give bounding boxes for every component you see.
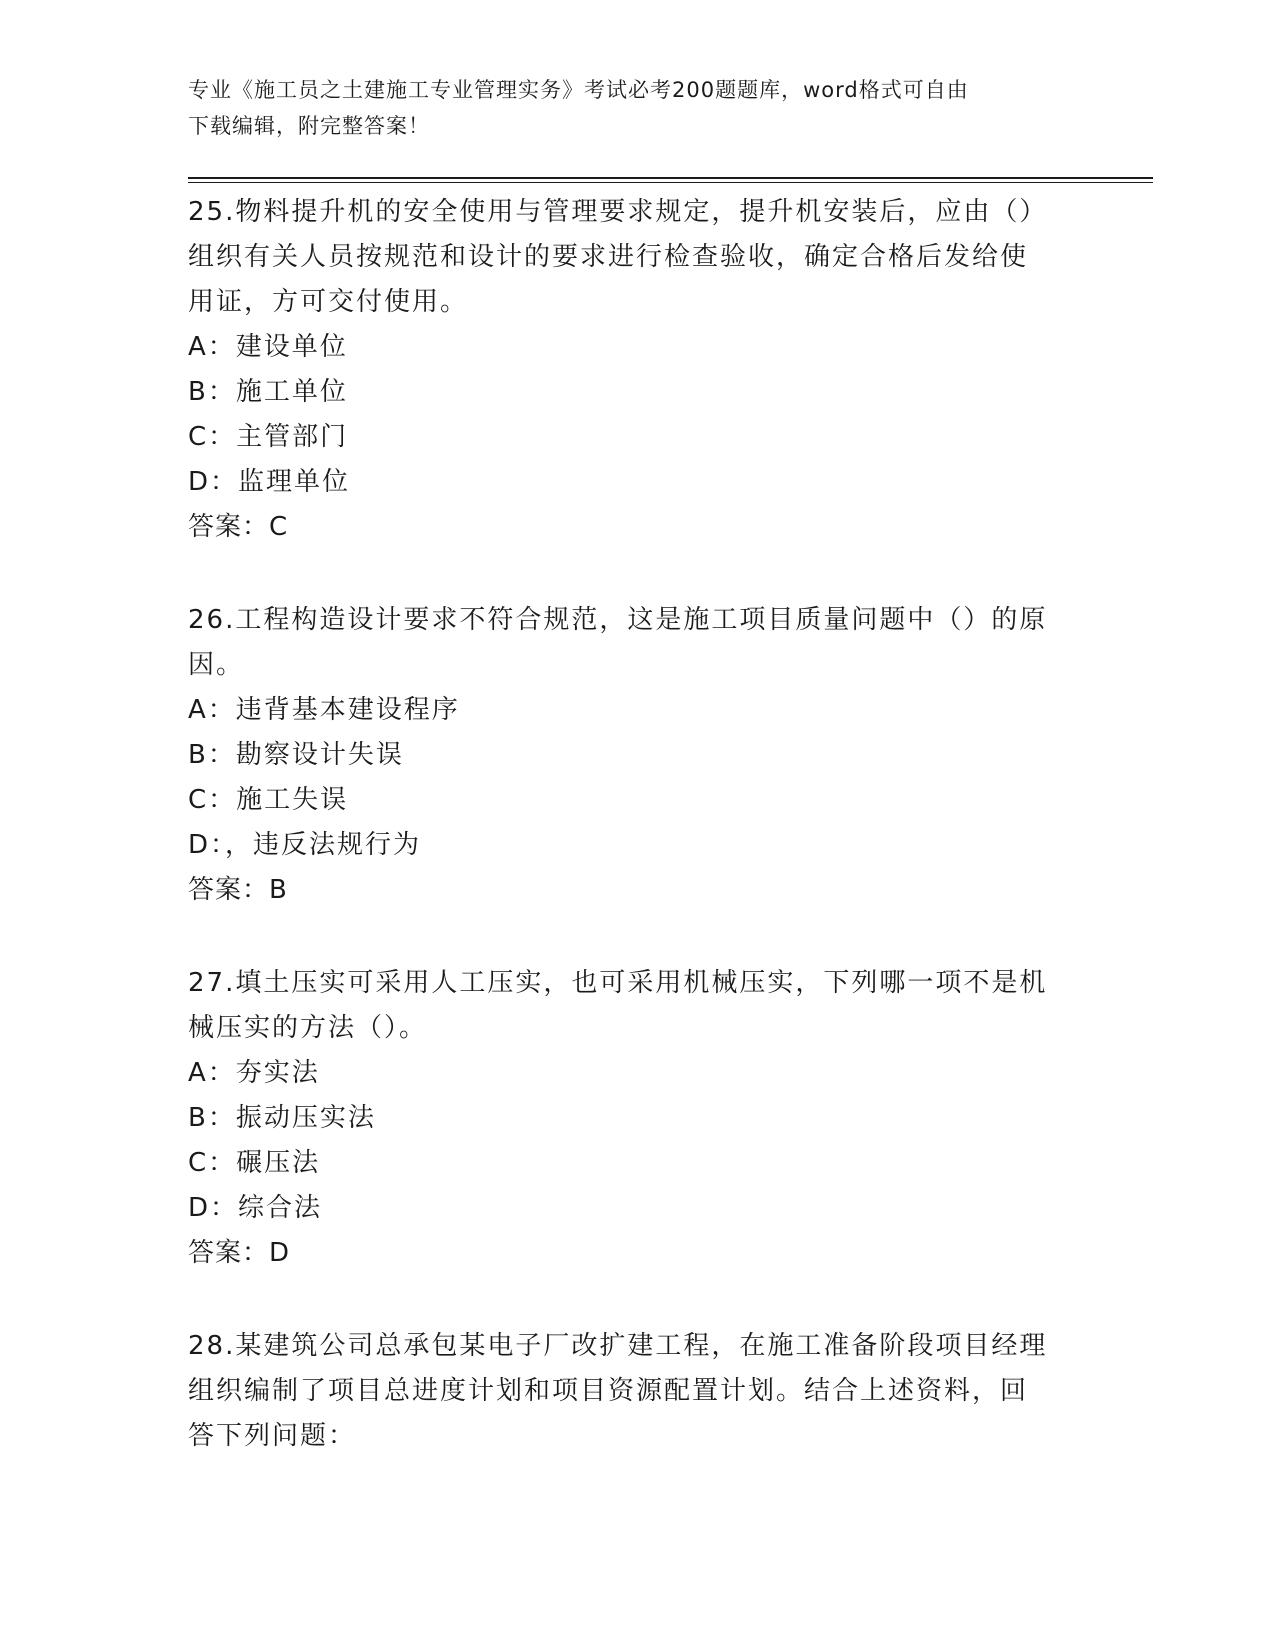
header-line-1: 专业《施工员之土建施工专业管理实务》考试必考200题题库，word格式可自由 — [188, 78, 969, 102]
option-b: B：振动压实法 — [188, 1103, 376, 1133]
question-text-line: 组织编制了项目总进度计划和项目资源配置计划。结合上述资料，回 — [188, 1376, 1029, 1406]
header-rule-thin — [188, 182, 1153, 183]
option-c: C：施工失误 — [188, 785, 349, 815]
question-text-line: 因。 — [188, 650, 245, 680]
question-list — [188, 190, 1088, 1459]
spacer — [188, 913, 1088, 961]
option-d: D：，违反法规行为 — [188, 830, 422, 860]
question-25 — [188, 190, 1088, 550]
question-text-line: 25.物料提升机的安全使用与管理要求规定，提升机安装后，应由（） — [188, 197, 1048, 227]
option-a: A：夯实法 — [188, 1058, 320, 1088]
question-text — [188, 598, 1088, 688]
option-b: B：施工单位 — [188, 377, 348, 407]
option-d: D：监理单位 — [188, 467, 351, 497]
option-b: B：勘察设计失误 — [188, 740, 404, 770]
option-a: A：违背基本建设程序 — [188, 695, 460, 725]
question-28 — [188, 1324, 1088, 1459]
option-a: A：建设单位 — [188, 332, 348, 362]
option-d: D：综合法 — [188, 1193, 323, 1223]
header-rule-thick — [188, 177, 1153, 179]
question-text — [188, 1324, 1088, 1459]
question-text — [188, 961, 1088, 1051]
question-text-line: 答下列问题： — [188, 1421, 357, 1451]
question-26 — [188, 598, 1088, 913]
spacer — [188, 1276, 1088, 1324]
question-27 — [188, 961, 1088, 1276]
question-text-line: 27.填土压实可采用人工压实，也可采用机械压实，下列哪一项不是机 — [188, 968, 1048, 998]
option-c: C：碾压法 — [188, 1148, 321, 1178]
question-text — [188, 190, 1088, 325]
question-text-line: 用证，方可交付使用。 — [188, 287, 469, 317]
answer: 答案：D — [188, 1238, 291, 1268]
answer: 答案：C — [188, 512, 289, 542]
question-text-line: 械压实的方法（）。 — [188, 1013, 428, 1043]
question-text-line: 组织有关人员按规范和设计的要求进行检查验收，确定合格后发给使 — [188, 242, 1029, 272]
spacer — [188, 550, 1088, 598]
question-text-line: 28.某建筑公司总承包某电子厂改扩建工程，在施工准备阶段项目经理 — [188, 1331, 1048, 1361]
question-text-line: 26.工程构造设计要求不符合规范，这是施工项目质量问题中（）的原 — [188, 605, 1048, 635]
header-line-2: 下载编辑，附完整答案！ — [188, 114, 430, 138]
answer: 答案：B — [188, 875, 288, 905]
option-c: C：主管部门 — [188, 422, 349, 452]
document-header — [188, 72, 1088, 144]
